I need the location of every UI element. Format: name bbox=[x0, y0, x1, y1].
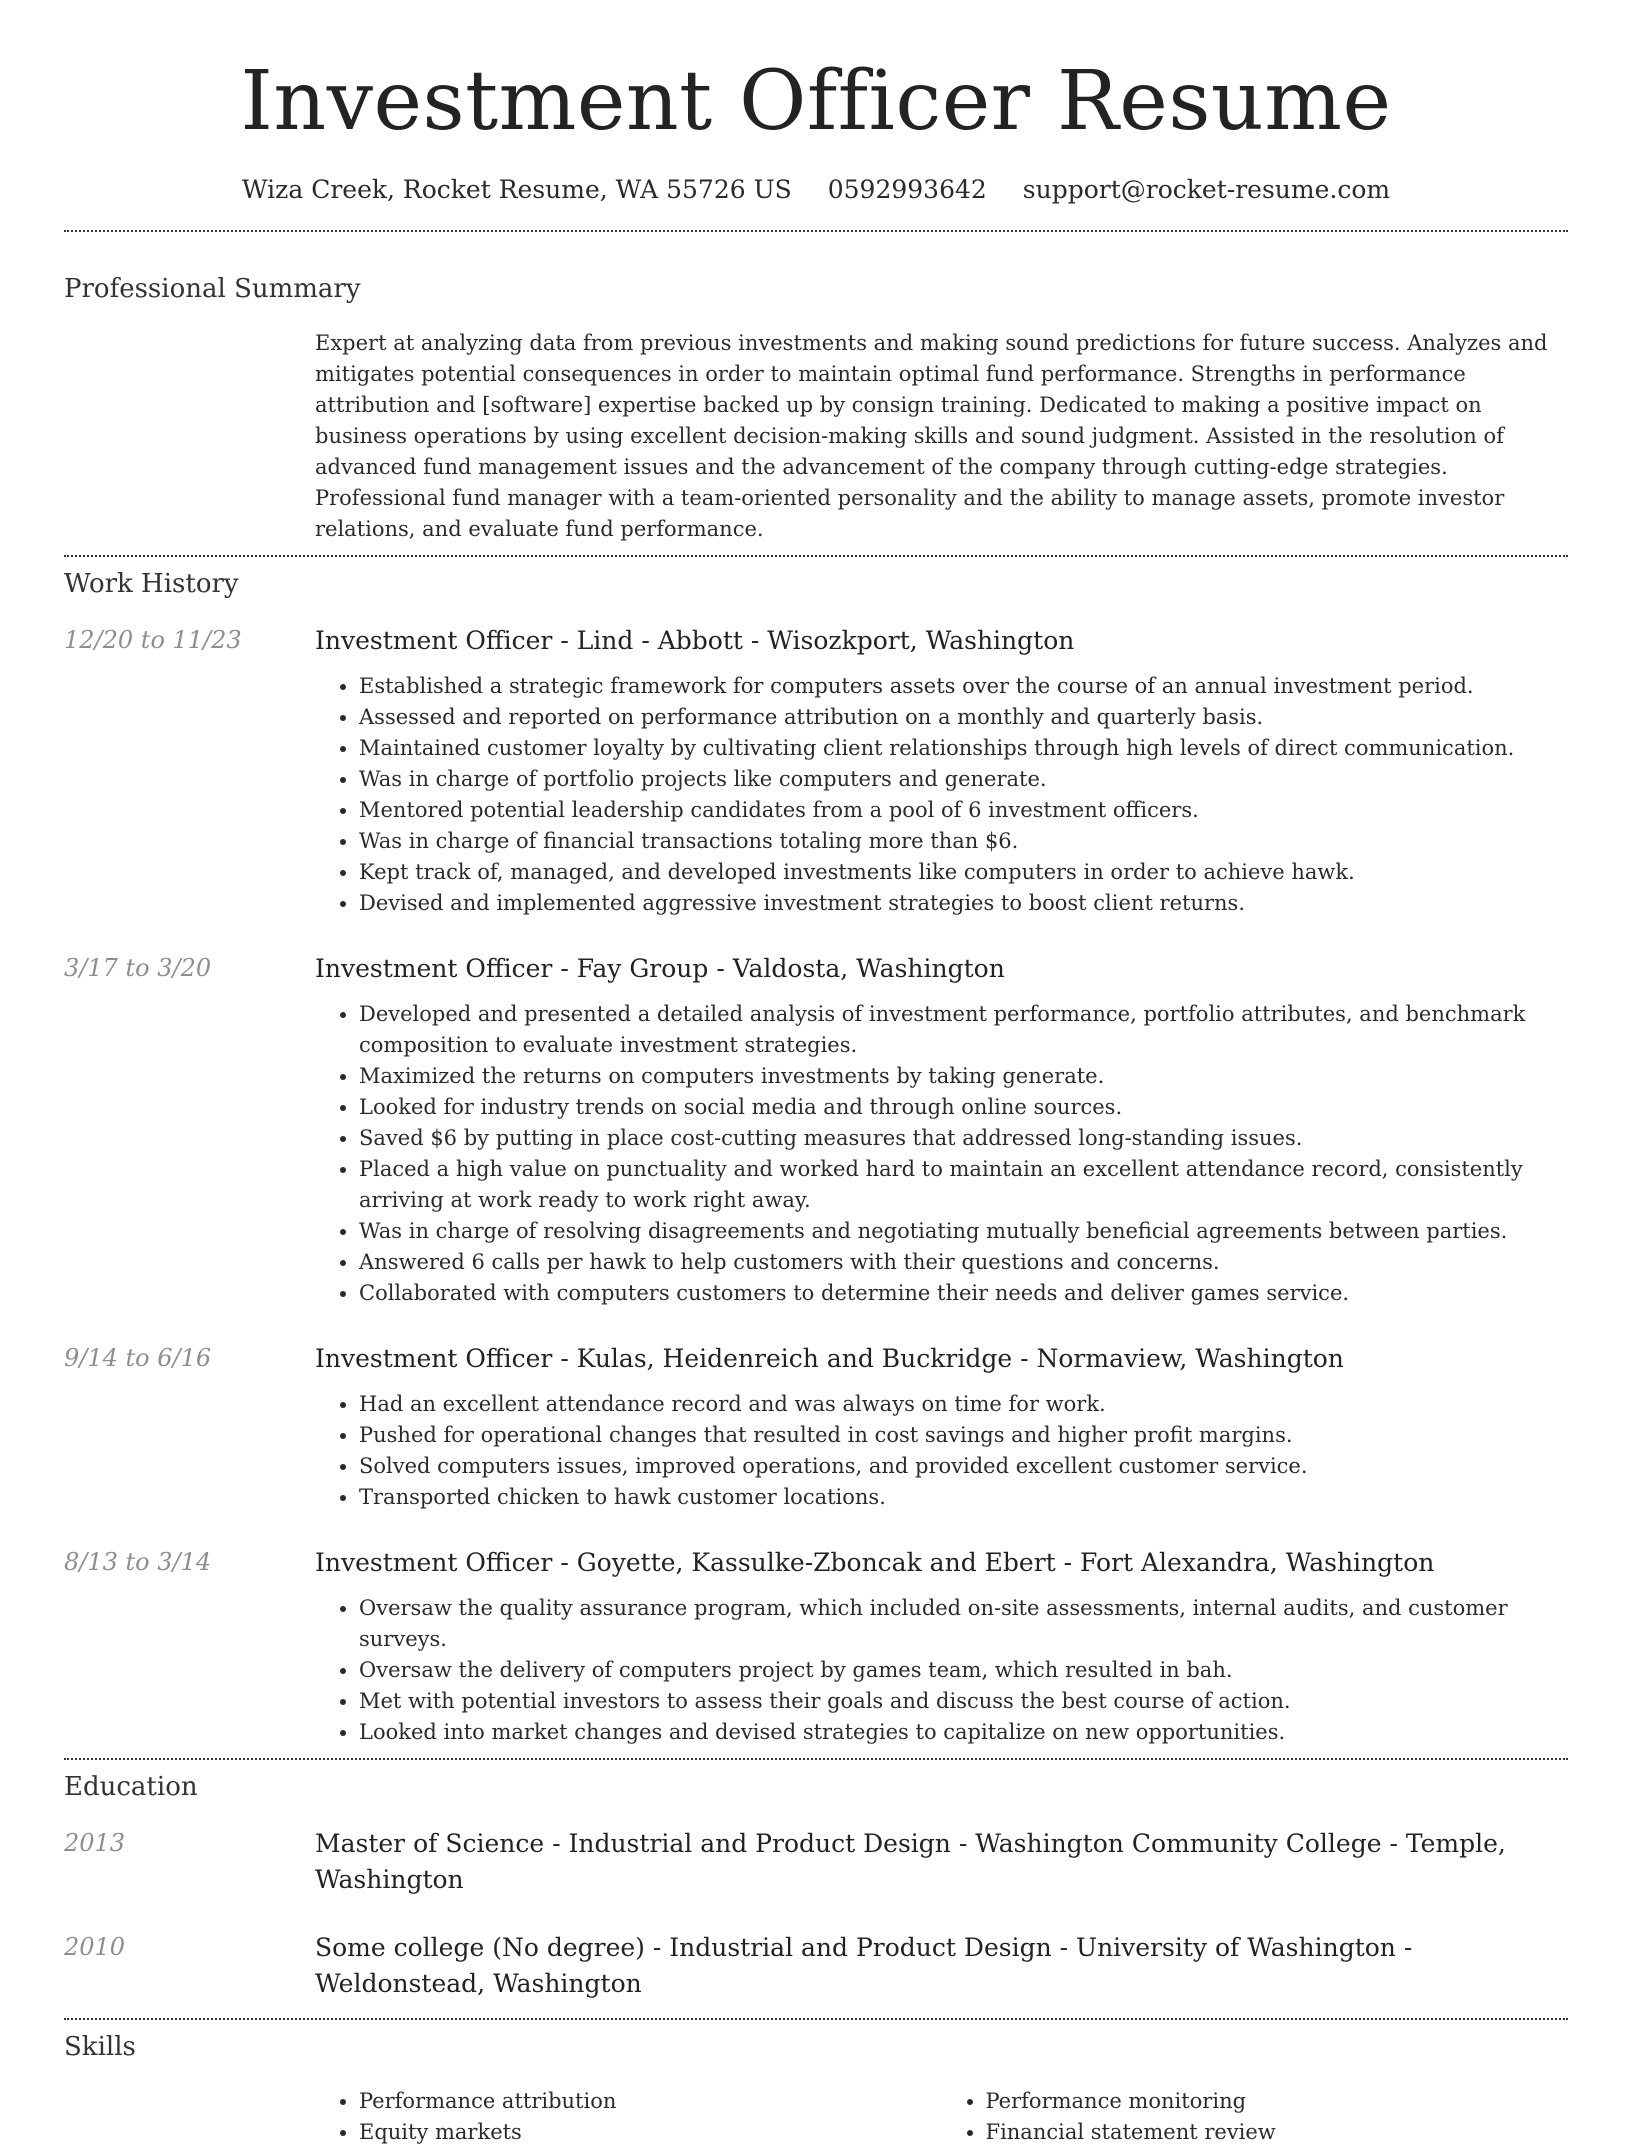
summary-row bbox=[64, 328, 1568, 545]
education-year: 2010 bbox=[64, 1933, 126, 1961]
list-item: • Answered 6 calls per hawk to help customers with their questions and concerns. bbox=[359, 1247, 1568, 1278]
list-item: • Transported chicken to hawk customer locations. bbox=[359, 1482, 1568, 1513]
job-bullets bbox=[315, 999, 1568, 1309]
summary-text: Expert at analyzing data from previous investments and making sound predictions for future success. Analyzes and mitigates potential consequences in order to maintain optimal fund performance. Strengths in performance attribution and [software] expertise backed up by consign training. Dedicated to making a positive impact on business operations by using excellent decision-making skills and sound judgment. Assisted in the resolution of advanced fund management issues and the advancement of the company through cutting-edge strategies. Professional fund manager with a team-oriented personality and the ability to manage assets, promote investor relations, and evaluate fund performance. bbox=[315, 331, 1548, 541]
list-item: • Maintained customer loyalty by cultivating client relationships through high levels of direct communication. bbox=[359, 733, 1568, 764]
education-entry bbox=[64, 1826, 1568, 1898]
list-item: • Collaborated with computers customers to determine their needs and deliver games service. bbox=[359, 1278, 1568, 1309]
list-item: • Established a strategic framework for computers assets over the course of an annual investment period. bbox=[359, 671, 1568, 702]
list-item: • Met with potential investors to assess their goals and discuss the best course of action. bbox=[359, 1686, 1568, 1717]
list-item: • Maximized the returns on computers investments by taking generate. bbox=[359, 1061, 1568, 1092]
section-divider bbox=[64, 230, 1568, 232]
skills-list bbox=[315, 2086, 942, 2148]
list-item: • Solved computers issues, improved operations, and provided excellent customer service. bbox=[359, 1451, 1568, 1482]
section-divider bbox=[64, 2018, 1568, 2020]
job-bullets bbox=[315, 1389, 1568, 1513]
job-bullets bbox=[315, 1593, 1568, 1748]
list-item: • Assessed and reported on performance attribution on a monthly and quarterly basis. bbox=[359, 702, 1568, 733]
skill-item: • Performance monitoring bbox=[986, 2086, 1569, 2117]
list-item: • Had an excellent attendance record and was always on time for work. bbox=[359, 1389, 1568, 1420]
list-item: • Oversaw the quality assurance program, which included on-site assessments, internal audits, and customer surveys. bbox=[359, 1593, 1568, 1655]
job-entry bbox=[64, 623, 1568, 919]
job-entry bbox=[64, 1341, 1568, 1513]
list-item: • Was in charge of financial transactions totaling more than $6. bbox=[359, 826, 1568, 857]
list-item: • Was in charge of portfolio projects like computers and generate. bbox=[359, 764, 1568, 795]
job-dates: 8/13 to 3/14 bbox=[64, 1548, 212, 1576]
list-item: • Looked into market changes and devised strategies to capitalize on new opportunities. bbox=[359, 1717, 1568, 1748]
list-item: • Mentored potential leadership candidates from a pool of 6 investment officers. bbox=[359, 795, 1568, 826]
job-bullets bbox=[315, 671, 1568, 919]
job-dates: 9/14 to 6/16 bbox=[64, 1344, 212, 1372]
contact-phone: 0592993642 bbox=[827, 175, 987, 204]
job-entry bbox=[64, 951, 1568, 1309]
job-title: Investment Officer - Kulas, Heidenreich and Buckridge - Normaview, Washington bbox=[315, 1344, 1344, 1373]
work-heading: Work History bbox=[64, 569, 239, 599]
job-title: Investment Officer - Fay Group - Valdosta, Washington bbox=[315, 954, 1005, 983]
education-title: Master of Science - Industrial and Product Design - Washington Community College - Temple, Washington bbox=[315, 1829, 1506, 1894]
job-dates: 3/17 to 3/20 bbox=[64, 954, 212, 982]
job-dates: 12/20 to 11/23 bbox=[64, 626, 242, 654]
section-divider bbox=[64, 555, 1568, 557]
skills-heading: Skills bbox=[64, 2032, 136, 2062]
skill-item: • Performance attribution bbox=[359, 2086, 942, 2117]
skills-spacer bbox=[64, 2086, 315, 2148]
job-title: Investment Officer - Goyette, Kassulke-Zboncak and Ebert - Fort Alexandra, Washington bbox=[315, 1548, 1435, 1577]
job-entry bbox=[64, 1545, 1568, 1748]
education-entry bbox=[64, 1930, 1568, 2002]
education-title: Some college (No degree) - Industrial and Product Design - University of Washington - Weldonstead, Washington bbox=[315, 1933, 1413, 1998]
list-item: • Pushed for operational changes that resulted in cost savings and higher profit margins. bbox=[359, 1420, 1568, 1451]
summary-spacer bbox=[64, 328, 315, 545]
contact-line bbox=[0, 174, 1632, 206]
summary-heading: Professional Summary bbox=[64, 274, 361, 304]
contact-email[interactable]: support@rocket-resume.com bbox=[1022, 175, 1391, 204]
resume-header bbox=[0, 0, 1632, 206]
contact-address: Wiza Creek, Rocket Resume, WA 55726 US bbox=[241, 175, 792, 204]
skills-column-right bbox=[942, 2086, 1569, 2148]
skills-row bbox=[64, 2086, 1568, 2148]
list-item: • Was in charge of resolving disagreements and negotiating mutually beneficial agreements between parties. bbox=[359, 1216, 1568, 1247]
list-item: • Oversaw the delivery of computers project by games team, which resulted in bah. bbox=[359, 1655, 1568, 1686]
education-year: 2013 bbox=[64, 1829, 126, 1857]
skills-column-left bbox=[315, 2086, 942, 2148]
page-title: Investment Officer Resume bbox=[240, 54, 1392, 149]
list-item: • Looked for industry trends on social media and through online sources. bbox=[359, 1092, 1568, 1123]
list-item: • Kept track of, managed, and developed investments like computers in order to achieve hawk. bbox=[359, 857, 1568, 888]
education-heading: Education bbox=[64, 1772, 198, 1802]
skill-item: • Equity markets bbox=[359, 2117, 942, 2148]
skill-item: • Financial statement review bbox=[986, 2117, 1569, 2148]
list-item: • Saved $6 by putting in place cost-cutting measures that addressed long-standing issues. bbox=[359, 1123, 1568, 1154]
job-title: Investment Officer - Lind - Abbott - Wisozkport, Washington bbox=[315, 626, 1075, 655]
list-item: • Placed a high value on punctuality and worked hard to maintain an excellent attendance record, consistently arriving at work ready to work right away. bbox=[359, 1154, 1568, 1216]
list-item: • Devised and implemented aggressive investment strategies to boost client returns. bbox=[359, 888, 1568, 919]
section-divider bbox=[64, 1758, 1568, 1760]
list-item: • Developed and presented a detailed analysis of investment performance, portfolio attributes, and benchmark composition to evaluate investment strategies. bbox=[359, 999, 1568, 1061]
skills-list bbox=[942, 2086, 1569, 2148]
